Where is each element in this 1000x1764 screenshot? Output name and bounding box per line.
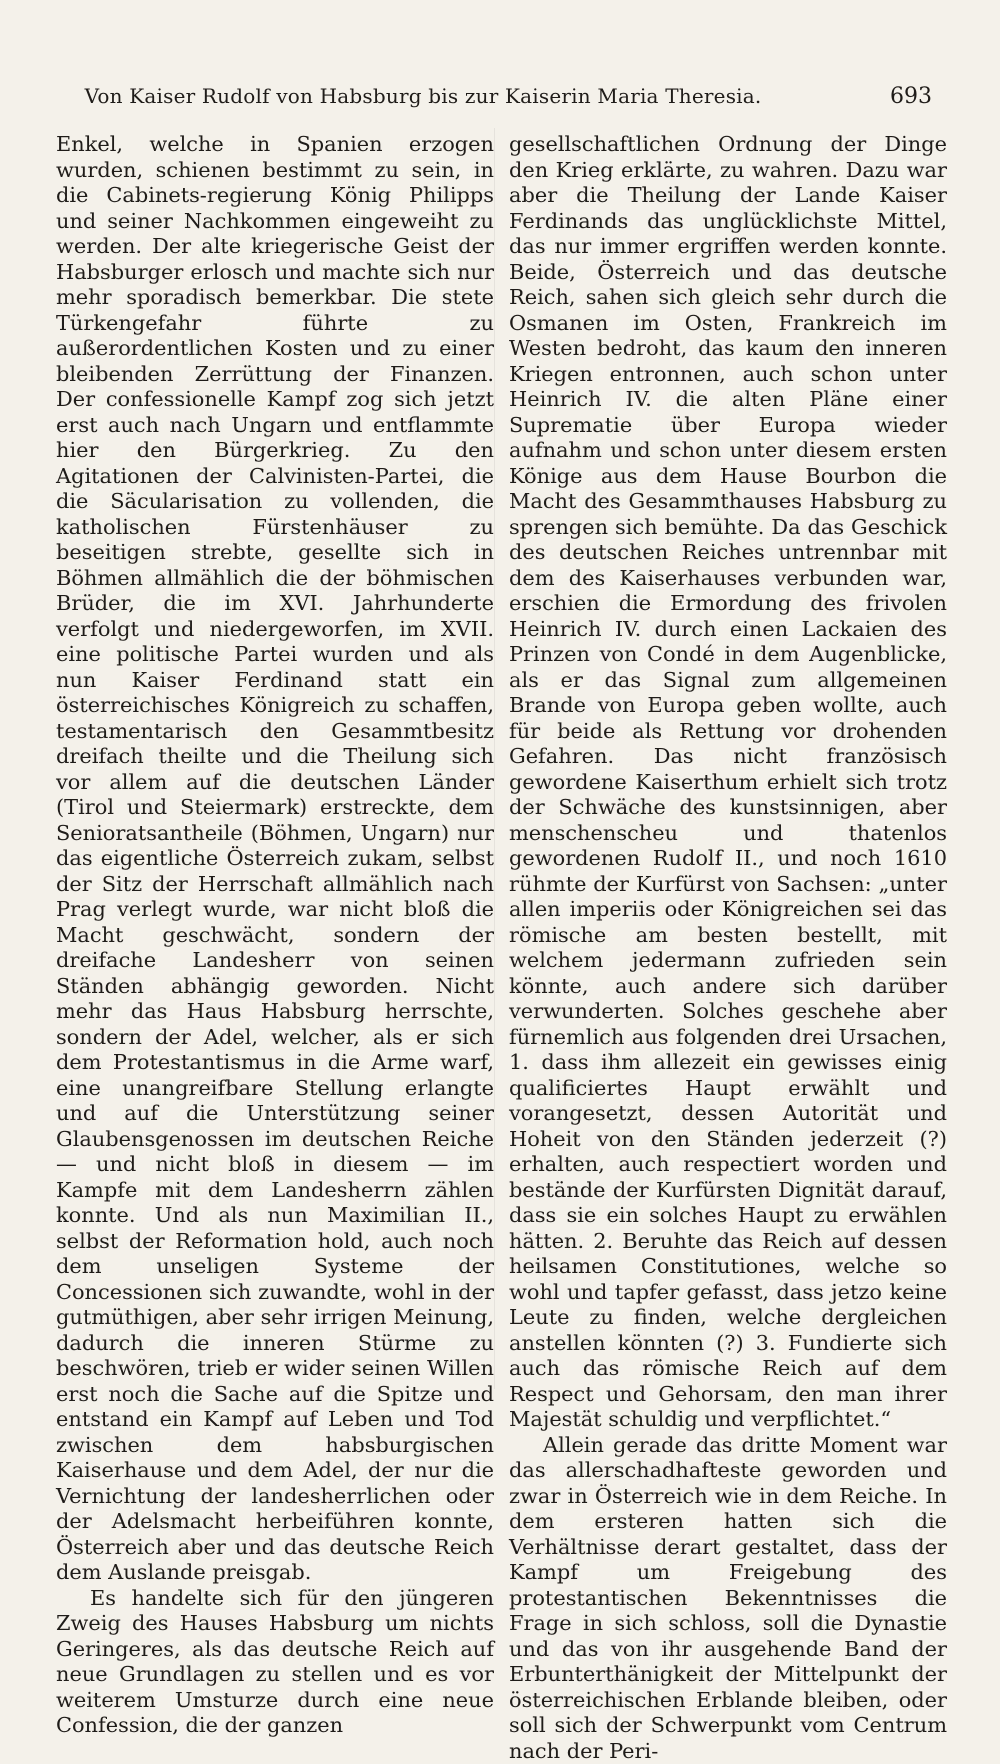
- header-title: Von Kaiser Rudolf von Habsburg bis zur Kaiserin Maria Theresia.: [56, 84, 790, 108]
- page-number: 693: [890, 84, 932, 109]
- left-paragraph-1: Enkel, welche in Spanien erzogen wurden, schienen bestimmt zu sein, in die Cabinets-regierung König Philipps und seiner Nachkommen eingeweiht zu werden. Der alte kriegerische Geist der Habsburger erlosch und machte sich nur mehr sporadisch bemerkbar. Die stete Türkengefahr führte zu außerordentlichen Kosten und zu einer bleibenden Zerrüttung der Finanzen. Der confessionelle Kampf zog sich jetzt erst auch nach Ungarn und entflammte hier den Bürgerkrieg. Zu den Agitationen der Calvinisten-Partei, die die Säcularisation zu vollenden, die katholischen Fürstenhäuser zu beseitigen strebte, gesellte sich in Böhmen allmählich die der böhmischen Brüder, die im XVI. Jahrhunderte verfolgt und niedergeworfen, im XVII. eine politische Partei wurden und als nun Kaiser Ferdinand statt ein österreichisches Königreich zu schaffen, testamentarisch den Gesammtbesitz dreifach theilte und die Theilung sich vor allem auf die deutschen Länder (Tirol und Steiermark) erstreckte, dem Senioratsantheile (Böhmen, Ungarn) nur das eigentliche Österreich zukam, selbst der Sitz der Herrschaft allmählich nach Prag verlegt wurde, war nicht bloß die Macht geschwächt, sondern der dreifache Landesherr von seinen Ständen abhängig geworden. Nicht mehr das Haus Habsburg herrschte, sondern der Adel, welcher, als er sich dem Protestantismus in die Arme warf, eine unangreifbare Stellung erlangte und auf die Unterstützung seiner Glaubensgenossen im deutschen Reiche — und nicht bloß in diesem — im Kampfe mit dem Landesherrn zählen konnte. Und als nun Maximilian II., selbst der Reformation hold, auch noch dem unseligen Systeme der Concessionen sich zuwandte, wohl in der gutmüthigen, aber sehr irrigen Meinung, dadurch die inneren Stürme zu beschwören, trieb er wider seinen Willen erst noch die Sache auf die Spitze und entstand ein Kampf auf Leben und Tod zwischen dem habsburgischen Kaiserhause und dem Adel, der nur die Vernichtung der landesherrlichen oder der Adelsmacht herbeiführen konnte, Österreich aber und das deutsche Reich dem Auslande preisgab.: [56, 132, 494, 1586]
- left-paragraph-2: Es handelte sich für den jüngeren Zweig des Hauses Habsburg um nichts Geringeres, als das deutsche Reich auf neue Grundlagen zu stellen und es vor weiterem Umsturze durch eine neue Confession, die der ganzen: [56, 1586, 494, 1739]
- right-paragraph-1: gesellschaftlichen Ordnung der Dinge den Krieg erklärte, zu wahren. Dazu war aber die Theilung der Lande Kaiser Ferdinands das unglücklichste Mittel, das nur immer ergriffen werden konnte. Beide, Österreich und das deutsche Reich, sahen sich gleich sehr durch die Osmanen im Osten, Frankreich im Westen bedroht, das kaum den inneren Kriegen entronnen, auch schon unter Heinrich IV. die alten Pläne einer Suprematie über Europa wieder aufnahm und schon unter diesem ersten Könige aus dem Hause Bourbon die Macht des Gesammthauses Habsburg zu sprengen sich bemühte. Da das Geschick des deutschen Reiches untrennbar mit dem des Kaiserhauses verbunden war, erschien die Ermordung des frivolen Heinrich IV. durch einen Lackaien des Prinzen von Condé in dem Augenblicke, als er das Signal zum allgemeinen Brande von Europa geben wollte, auch für beide als Rettung vor drohenden Gefahren. Das nicht französisch gewordene Kaiserthum erhielt sich trotz der Schwäche des kunstsinnigen, aber menschenscheu und thatenlos gewordenen Rudolf II., und noch 1610 rühmte der Kurfürst von Sachsen: „unter allen imperiis oder Königreichen sei das römische am besten bestellt, mit welchem jedermann zufrieden sein könnte, auch andere sich darüber verwunderten. Solches geschehe aber fürnemlich aus folgenden drei Ursachen, 1. dass ihm allezeit ein gewisses einig qualificiertes Haupt erwählt und vorangesetzt, dessen Autorität und Hoheit von den Ständen jederzeit (?) erhalten, auch respectiert worden und bestände der Kurfürsten Dignität darauf, dass sie ein solches Haupt zu erwählen hätten. 2. Beruhte das Reich auf dessen heilsamen Constitutiones, welche so wohl und tapfer gefasst, dass jetzo keine Leute zu finden, welche dergleichen anstellen könnten (?) 3. Fundierte sich auch das römische Reich auf dem Respect und Gehorsam, den man ihrer Majestät schuldig und verpflichtet.“: [509, 132, 947, 1433]
- left-column: [56, 132, 494, 1739]
- running-header: [56, 84, 940, 116]
- right-paragraph-2: Allein gerade das dritte Moment war das allerschadhafteste geworden und zwar in Österreich wie in dem Reiche. In dem ersteren hatten sich die Verhältnisse derart gestaltet, dass der Kampf um Freigebung des protestantischen Bekenntnisses die Frage in sich schloss, soll die Dynastie und das von ihr ausgehende Band der Erbunterthänigkeit der Mittelpunkt der österreichischen Erblande bleiben, oder soll sich der Schwerpunkt vom Centrum nach der Peri-: [509, 1433, 947, 1764]
- right-column: [509, 132, 947, 1764]
- column-gutter: [494, 128, 495, 1389]
